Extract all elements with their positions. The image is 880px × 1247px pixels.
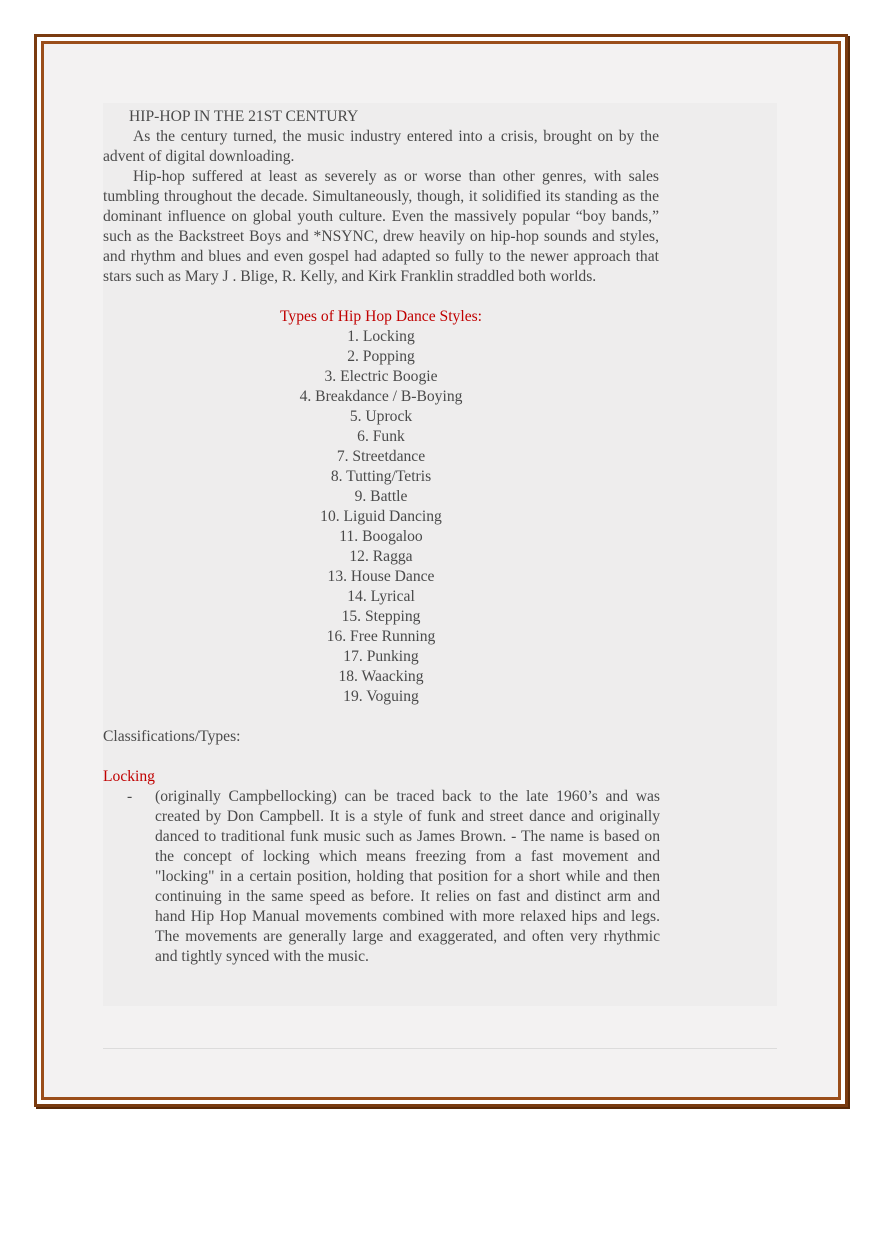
footer-divider	[103, 1048, 777, 1049]
list-item: 16. Free Running	[326, 628, 436, 645]
paragraph-1: As the century turned, the music industry entered into a crisis, brought on by the advent of digital downloading.	[103, 128, 659, 165]
list-item: 2. Popping	[347, 348, 415, 365]
bullet-dash: -	[127, 788, 133, 805]
list-item: 19. Voguing	[343, 688, 419, 705]
locking-title: Locking	[103, 768, 155, 785]
classifications-title: Classifications/Types:	[103, 728, 241, 745]
list-item: 9. Battle	[354, 488, 408, 505]
document-content	[103, 103, 777, 1006]
list-item: 14. Lyrical	[347, 588, 415, 605]
list-item: 17. Punking	[343, 648, 419, 665]
list-item: 1. Locking	[347, 328, 415, 345]
list-item: 6. Funk	[357, 428, 405, 445]
styles-list-title: Types of Hip Hop Dance Styles:	[279, 308, 483, 325]
section-heading: HIP-HOP IN THE 21ST CENTURY	[129, 108, 359, 125]
document-text	[103, 107, 659, 967]
list-item: 4. Breakdance / B-Boying	[299, 388, 463, 405]
list-item: 11. Boogaloo	[339, 528, 423, 545]
list-item: 7. Streetdance	[336, 448, 426, 465]
list-item: 3. Electric Boogie	[324, 368, 438, 385]
list-item: 8. Tutting/Tetris	[330, 468, 432, 485]
paragraph-2: Hip-hop suffered at least as severely as or worse than other genres, with sales tumbling throughout the decade. Simultaneously, though, it solidified its standing as the dominant influence on global youth culture. Even the massively popular “boy bands,” such as the Backstreet Boys and *NSYNC, drew heavily on hip-hop sounds and styles, and rhythm and blues and even gospel had adapted so fully to the newer approach that stars such as Mary J . Blige, R. Kelly, and Kirk Franklin straddled both worlds.	[103, 168, 659, 285]
list-item: 18. Waacking	[338, 668, 424, 685]
locking-bullet	[103, 787, 660, 967]
locking-description: (originally Campbellocking) can be traced back to the late 1960’s and was created by Don Campbell. It is a style of funk and street dance and originally danced to traditional funk music such as James Brown. - The name is based on the concept of locking which means freezing from a fast movement and "locking" in a certain position, holding that position for a short while and then continuing in the same speed as before. It relies on fast and distinct arm and hand Hip Hop Manual movements combined with more relaxed hips and legs. The movements are generally large and exaggerated, and often very rhythmic and tightly synced with the music.	[155, 788, 660, 965]
list-item: 13. House Dance	[327, 568, 435, 585]
list-item: 12. Ragga	[349, 548, 413, 565]
list-item: 10. Liguid Dancing	[320, 508, 442, 525]
list-item: 15. Stepping	[341, 608, 421, 625]
list-item: 5. Uprock	[349, 408, 413, 425]
styles-list	[103, 327, 659, 707]
